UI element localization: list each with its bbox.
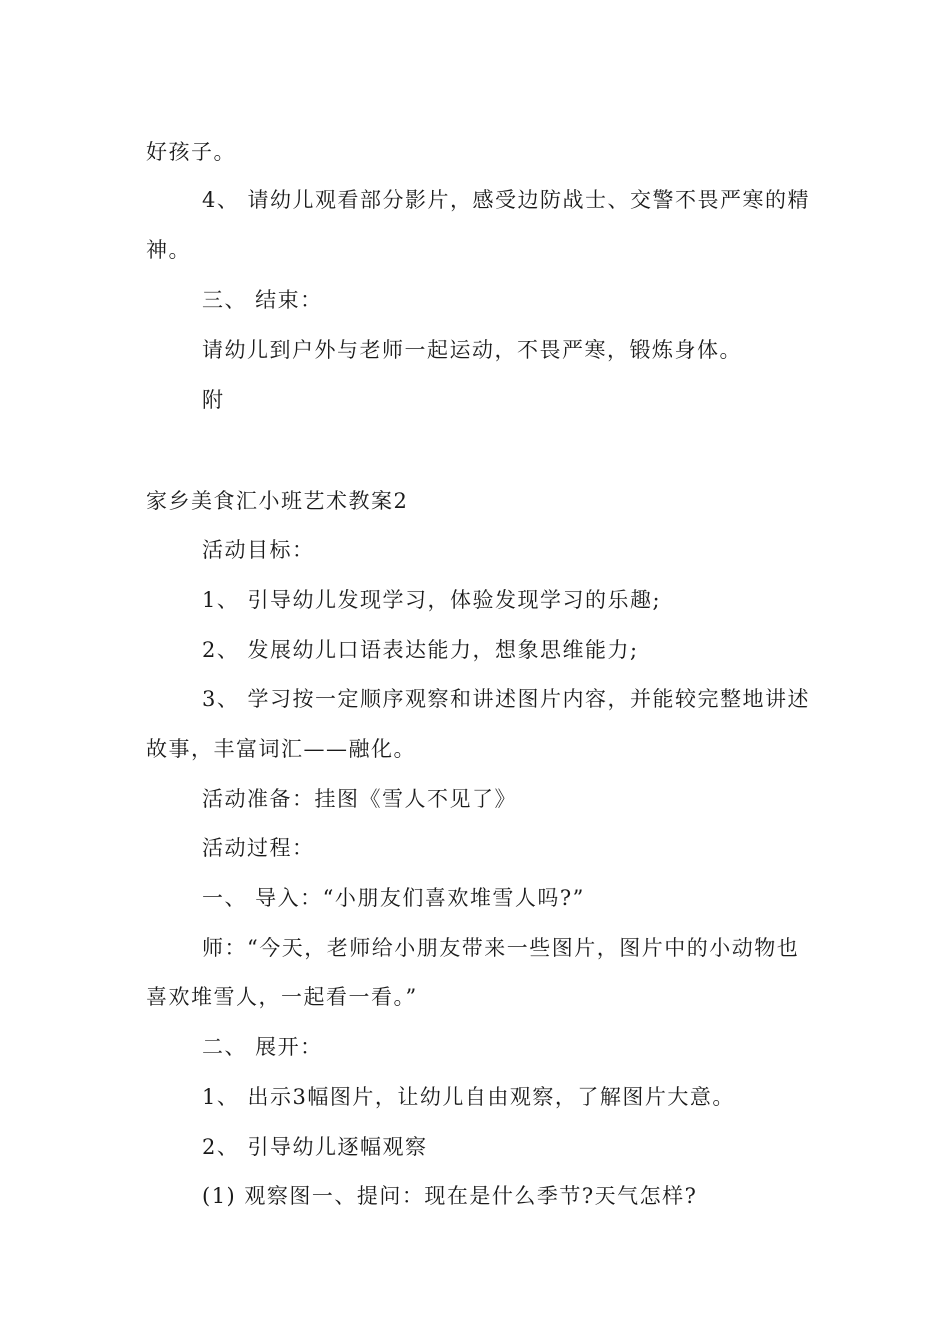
text-line: 1、 引导幼儿发现学习，体验发现学习的乐趣; [202,588,662,612]
text-line: 3、 学习按一定顺序观察和讲述图片内容，并能较完整地讲述 [202,687,811,711]
text-line: 师：“今天，老师给小朋友带来一些图片，图片中的小动物也 [202,936,800,960]
text-line: 活动准备：挂图《雪人不见了》 [202,787,517,811]
section-title: 家乡美食汇小班艺术教案2 [146,489,409,513]
text-line: 一、 导入：“小朋友们喜欢堆雪人吗?” [202,886,585,910]
text-line: 二、 展开： [202,1035,323,1059]
text-line: 神。 [146,238,191,262]
text-line: 故事，丰富词汇——融化。 [146,737,416,761]
text-line: 喜欢堆雪人，一起看一看。” [146,985,418,1009]
text-line: 三、 结束： [202,288,323,312]
text-line: 好孩子。 [146,140,236,164]
text-line: (1) 观察图一、提问：现在是什么季节?天气怎样? [202,1184,698,1208]
text-line: 1、 出示3幅图片，让幼儿自由观察，了解图片大意。 [202,1085,735,1109]
text-line: 活动过程： [202,836,315,860]
text-line: 活动目标： [202,538,315,562]
text-line: 请幼儿到户外与老师一起运动，不畏严寒，锻炼身体。 [202,338,742,362]
text-line: 2、 发展幼儿口语表达能力，想象思维能力; [202,638,639,662]
text-line: 附 [202,388,225,412]
text-line: 4、 请幼儿观看部分影片，感受边防战士、交警不畏严寒的精 [202,188,811,212]
text-line: 2、 引导幼儿逐幅观察 [202,1135,428,1159]
